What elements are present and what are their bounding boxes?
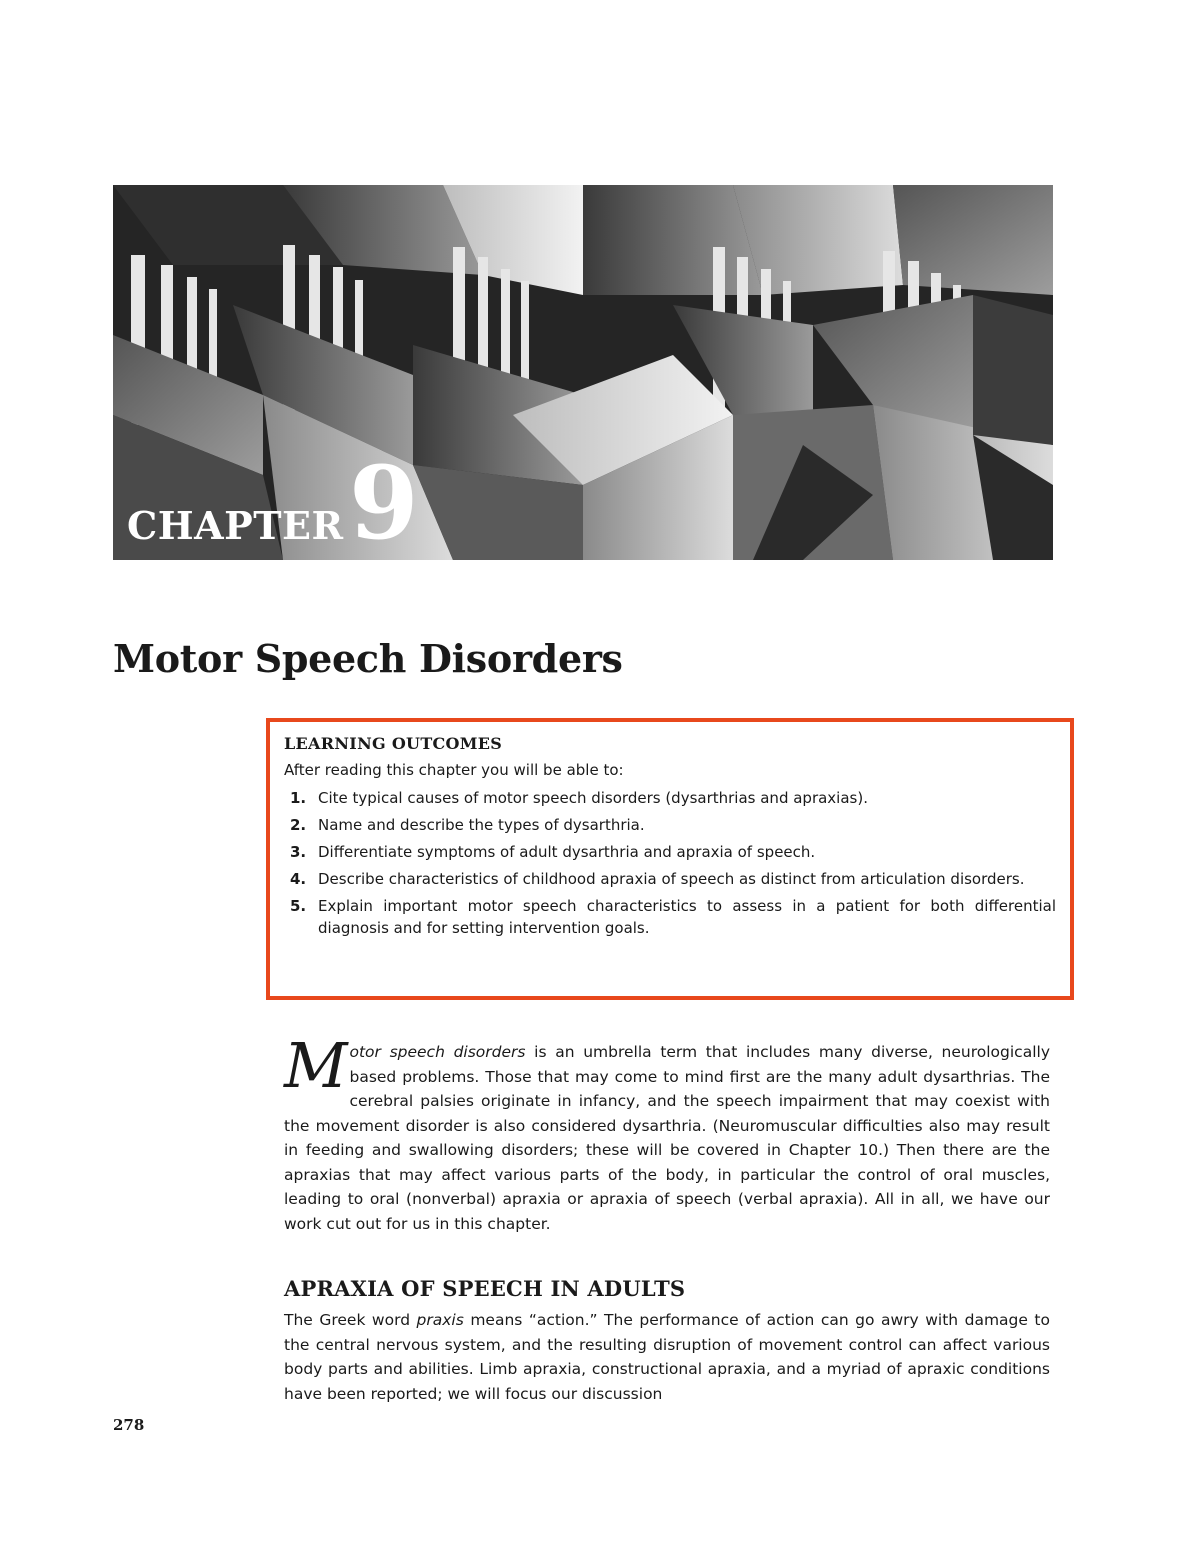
page-number: 278 [113,1416,145,1434]
learning-outcomes-list [284,787,1056,939]
drop-cap: M [284,1029,348,1102]
intro-term: otor speech disorders [349,1043,526,1061]
intro-text: is an umbrella term that includes many diverse, neurologically based problems. Those that may come to mind first are the many adult dysarthrias. The cerebral palsies originate in infancy, and the speech impairment that may coexist with the movement disorder is also considered dysarthria. (Neuromuscular difficulties also may result in feeding and swallowing disorders; these will be covered in Chapter 10.) Then there are the apraxias that may affect various parts of the body, in particular the control of oral muscles, leading to oral (nonverbal) apraxia or apraxia of speech (verbal apraxia). All in all, we have our work cut out for us in this chapter. [284,1043,1050,1233]
page-title: Motor Speech Disorders [113,636,623,681]
learning-outcomes-heading: LEARNING OUTCOMES [284,734,503,753]
chapter-label: CHAPTER [127,503,344,548]
list-item: 5. Explain important motor speech characteristics to assess in a patient for both differential diagnosis and for setting intervention goals. [290,897,1056,937]
chapter-banner [113,185,1053,560]
section-term: praxis [416,1311,464,1329]
section-heading: APRAXIA OF SPEECH IN ADULTS [284,1276,686,1301]
list-item: 2. Name and describe the types of dysarthria. [290,816,645,834]
list-item: 3. Differentiate symptoms of adult dysarthria and apraxia of speech. [290,843,816,861]
intro-paragraph [284,1029,1050,1236]
learning-outcomes-box [266,718,1074,1000]
chapter-number: 9 [349,444,419,560]
list-item: 4. Describe characteristics of childhood apraxia of speech as distinct from articulation disorders. [290,870,1025,888]
list-item: 1. Cite typical causes of motor speech disorders (dysarthrias and apraxias). [290,789,868,807]
section-paragraph: The Greek word praxis means “action.” The performance of action can go awry with damage to the central nervous system, and the resulting disruption of movement control can affect various body parts and abilities. Limb apraxia, constructional apraxia, and a myriad of apraxic conditions have been reported; we will focus our discussion [284,1311,1050,1403]
learning-outcomes-intro: After reading this chapter you will be able to: [284,761,624,779]
